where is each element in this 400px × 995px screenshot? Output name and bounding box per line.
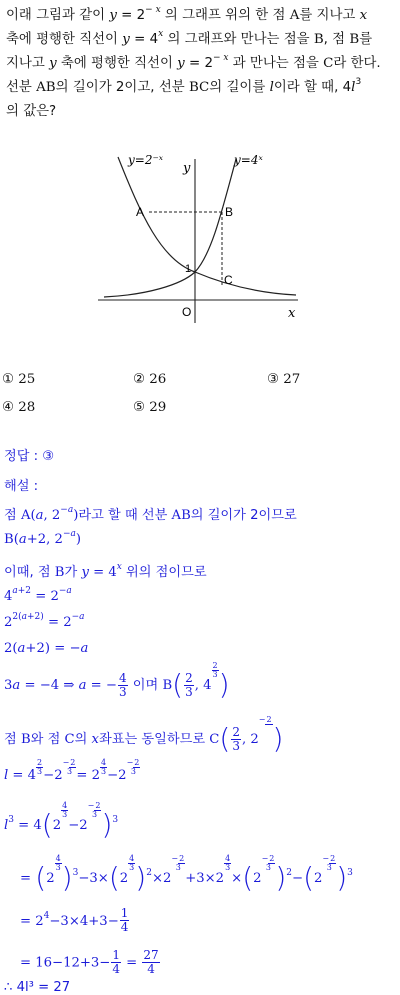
label-point-c: C	[224, 273, 233, 287]
problem-line-2: 축에 평행한 직선이 $y = 4^x$ 의 그래프와 만나는 점을 B, 점 B를	[6, 29, 373, 47]
solution-step-11: = (2 $\frac{4}{3}$ )$^3$−3×(2 $\frac{4}{3}$ )$^2$×2−2 3 +3×2 $\frac{4}{3}$ ×(2−2 3 )$^2$−(2−2 3 )$^3$	[20, 854, 353, 894]
solution-step-13: = 16−12+3− $\frac{1}{4}$ = $\frac{27}{4}$	[20, 948, 159, 976]
label-x-axis: x	[288, 306, 296, 321]
solution-step-12: = $2^4-3\times 4+3-$ $\frac{1}{4}$	[20, 906, 129, 934]
curve-two-pow-neg-x	[118, 157, 296, 295]
problem-line-4: 선분 AB의 길이가 2이고, 선분 BC의 길이를 l이라 할 때, $4l^3$	[6, 77, 362, 95]
choice-4[interactable]: ④ 28	[2, 400, 36, 415]
solution-step-4: $4^{a+2} = 2^{-a}$	[4, 586, 72, 604]
problem-line-5: 의 값은?	[6, 104, 57, 119]
choice-3[interactable]: ③ 27	[267, 372, 301, 387]
solution-step-10: $l^3 = 4(2$ $\frac{4}{3}$ −2−2 3 )$^3$	[4, 801, 119, 841]
solution-conclusion: ∴ 4l³ = 27	[4, 980, 71, 995]
problem-line-1: 이래 그림과 같이 $y = 2^{- x}$ 의 그래프 위의 한 점 A를 지나고 x	[6, 5, 368, 23]
solution-step-9: l = 4 $\frac{2}{3}$ −2−2 3 = 2 $\frac{4}{3}$ −2−2 3	[4, 758, 140, 783]
solution-step-3: 이때, 점 B가 $y = 4^x$ 위의 점이므로	[4, 562, 207, 580]
problem-statement	[6, 4, 396, 124]
curve-four-pow-x	[104, 159, 236, 297]
label-right-curve: y=4ˣ	[234, 153, 263, 167]
label-origin: O	[182, 305, 192, 319]
solution-heading: 해설 :	[4, 479, 39, 494]
label-intercept-1: 1	[185, 263, 192, 275]
solution-step-7: 3a = −4 ⇒ a = − $\frac{4}{3}$ 이며 B( $\frac{2}{3}$ , 4 $\frac{2}{3}$ )	[4, 661, 230, 701]
choice-1[interactable]: ① 25	[2, 372, 36, 387]
label-point-b: B	[225, 205, 234, 219]
solution-step-1: 점 A(a, $2^{-a}$)라고 할 때 선분 AB의 길이가 2이므로	[4, 505, 297, 523]
label-left-curve: y=2⁻ˣ	[128, 153, 164, 167]
label-y-axis: y	[183, 161, 191, 176]
problem-line-3: 지나고 y 축에 평행한 직선이 $y = 2^{- x}$ 과 만나는 점을 C라 한다.	[6, 53, 381, 71]
choice-5[interactable]: ⑤ 29	[133, 400, 167, 415]
choice-2[interactable]: ② 26	[133, 372, 167, 387]
solution-step-6: 2(a+2) = −a	[4, 641, 89, 656]
label-point-a: A	[136, 205, 145, 219]
exponential-graph	[96, 145, 306, 325]
solution-step-8: 점 B와 점 C의 x좌표는 동일하므로 C( $\frac{2}{3}$ , 2−2)	[4, 715, 284, 755]
solution-step-2: B(a+2, $2^{-a}$)	[4, 529, 82, 547]
solution-step-5: $2^{2(a+2)} = 2^{-a}$	[4, 612, 85, 630]
answer-line: 정답 : ③	[4, 449, 55, 464]
